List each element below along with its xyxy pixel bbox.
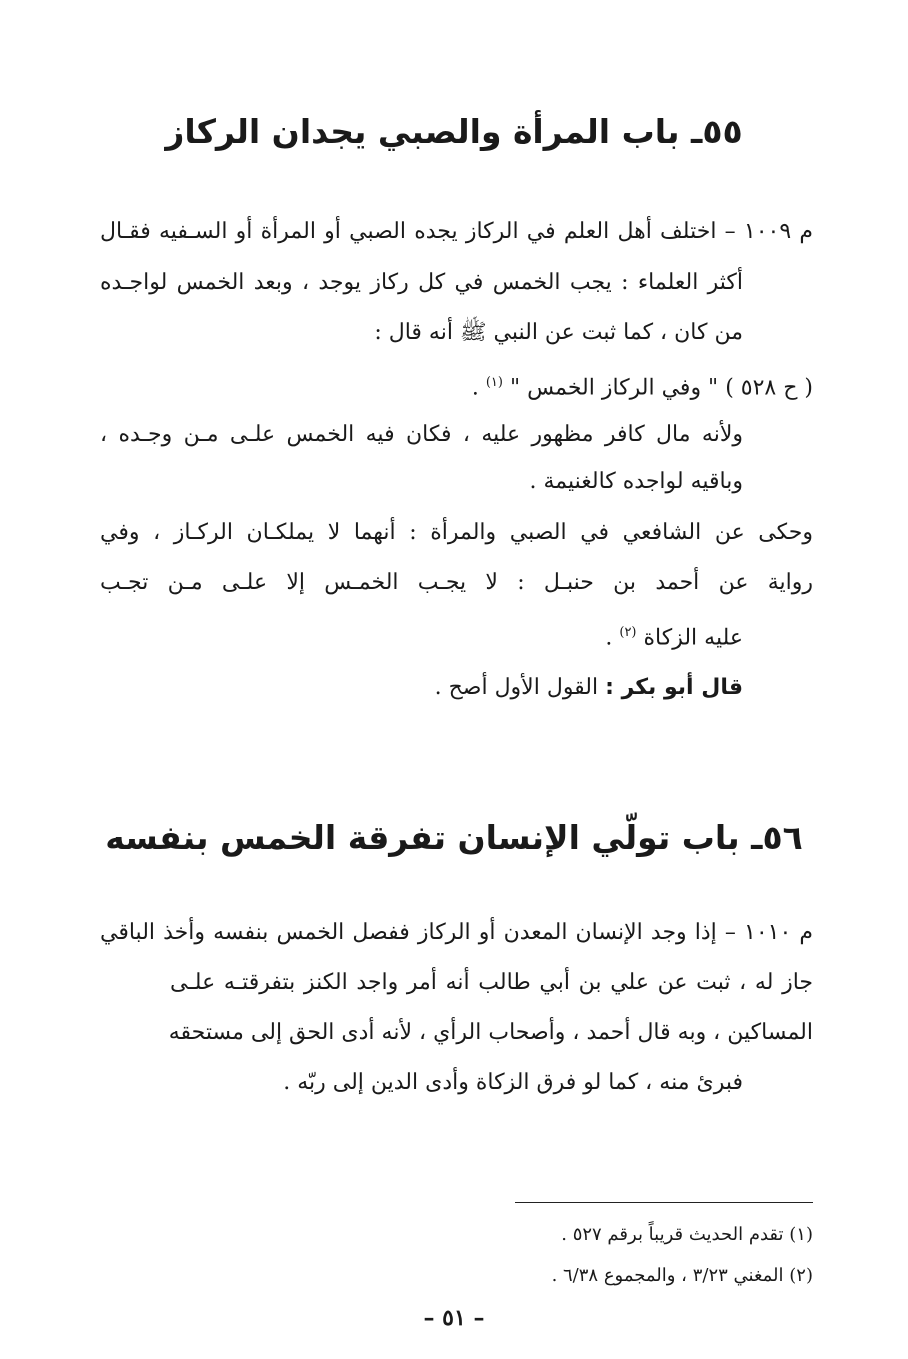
para-3-line-3 <box>605 618 743 653</box>
footnote-1 <box>561 1222 813 1248</box>
para-2-line-2: وباقيه لواجده كالغنيمة . <box>529 469 743 494</box>
footnote-mark-2: (٢) <box>619 625 637 640</box>
opinion-speaker: قال أبو بكر : <box>605 675 743 700</box>
footnote-2-text: المغني ٣/٢٣ ، والمجموع ٦/٣٨ . <box>551 1265 784 1286</box>
hadith-reference: ( ح ٥٢٨ ) <box>725 375 813 401</box>
section-55-heading: ٥٥ـ باب المرأة والصبي يجدان الركاز <box>165 112 743 151</box>
footnote-mark-1: (١) <box>485 375 503 390</box>
hadith-end: . <box>471 375 479 401</box>
para-3-line-3-text: عليه الزكاة <box>643 625 743 651</box>
para-3-line-2: رواية عن أحمد بن حنبـل : لا يجـب الخمـس إلا علـى مـن تجـب <box>100 570 813 595</box>
opinion-text: القول الأول أصح . <box>434 675 599 700</box>
section-56-heading: ٥٦ـ باب تولّي الإنسان تفرقة الخمس بنفسه <box>105 818 803 857</box>
page-number: – ٥١ – <box>423 1305 485 1331</box>
para-1009-line-2: أكثر العلماء : يجب الخمس في كل ركاز يوجد ، وبعد الخمس لواجـده <box>100 270 743 295</box>
footnote-2-mark: (٢) <box>789 1265 813 1286</box>
para-3-line-1: وحكى عن الشافعي في الصبي والمرأة : أنهما لا يملكـان الركـاز ، وفي <box>100 520 813 545</box>
hadith-line <box>472 368 813 403</box>
para-3-line-3-end: . <box>605 625 613 651</box>
para-2-line-1: ولأنه مال كافر مظهور عليه ، فكان فيه الخمس علـى مـن وجـده ، <box>100 422 743 447</box>
footnote-2 <box>552 1263 813 1289</box>
para-1009-line-1: م ١٠٠٩ – اختلف أهل العلم في الركاز يجده الصبي أو المرأة أو السـفيه فقـال <box>100 219 813 244</box>
opinion-line <box>435 673 743 703</box>
footnote-1-mark: (١) <box>789 1224 813 1245</box>
para-1009-line-3: من كان ، كما ثبت عن النبي ﷺ أنه قال : <box>374 320 743 345</box>
para-1010-line-4: فبرئ منه ، كما لو فرق الزكاة وأدى الدين إلى ربّه . <box>283 1070 743 1095</box>
para-1010-line-2: جاز له ، ثبت عن علي بن أبي طالب أنه أمر واجد الكنز بتفرقتـه علـى <box>170 970 813 995</box>
para-1010-line-3: المساكين ، وبه قال أحمد ، وأصحاب الرأي ، لأنه أدى الحق إلى مستحقه <box>168 1020 813 1045</box>
hadith-text: " وفي الركاز الخمس " <box>509 375 719 401</box>
footnote-separator <box>515 1202 813 1203</box>
footnote-1-text: تقدم الحديث قريباً برقم ٥٢٧ . <box>561 1224 784 1245</box>
para-1010-line-1: م ١٠١٠ – إذا وجد الإنسان المعدن أو الركاز ففصل الخمس بنفسه وأخذ الباقي <box>100 920 813 945</box>
